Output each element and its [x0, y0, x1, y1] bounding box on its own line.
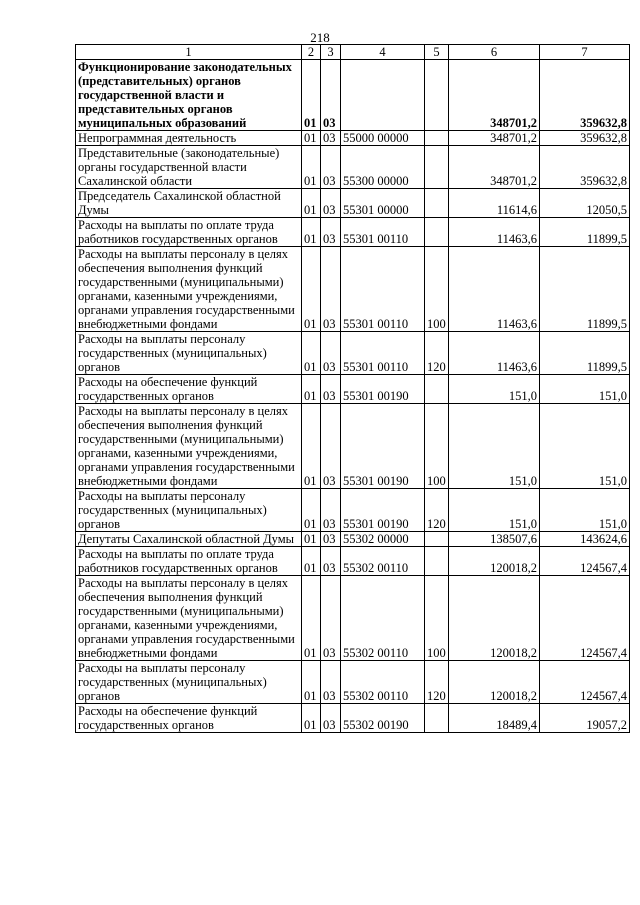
cell-name: Расходы на обеспечение функций государственных органов [76, 375, 302, 404]
table-row [76, 189, 630, 218]
page-number: 218 [310, 30, 330, 45]
cell-rz: 01 [302, 247, 321, 332]
cell-vr: 120 [425, 332, 449, 375]
cell-pr: 03 [321, 189, 341, 218]
cell-vr: 100 [425, 247, 449, 332]
cell-pr: 03 [321, 661, 341, 704]
cell-v2021: 120018,2 [449, 661, 540, 704]
cell-name: Расходы на выплаты по оплате труда работников государственных органов [76, 547, 302, 576]
cell-v2022: 359632,8 [540, 146, 630, 189]
cell-pr: 03 [321, 547, 341, 576]
cell-v2022: 12050,5 [540, 189, 630, 218]
cell-vr: 100 [425, 576, 449, 661]
cell-rz: 01 [302, 146, 321, 189]
cell-csr: 55300 00000 [341, 146, 425, 189]
cell-csr: 55302 00110 [341, 576, 425, 661]
col-header: 4 [341, 45, 425, 60]
cell-name: Расходы на выплаты персоналу государственных (муниципальных) органов [76, 661, 302, 704]
table-row [76, 661, 630, 704]
table-row [76, 375, 630, 404]
cell-rz: 01 [302, 60, 321, 131]
col-header: 7 [540, 45, 630, 60]
table-row [76, 218, 630, 247]
cell-name: Представительные (законодательные) органы государственной власти Сахалинской области [76, 146, 302, 189]
cell-v2021: 11463,6 [449, 332, 540, 375]
cell-v2022: 143624,6 [540, 532, 630, 547]
cell-vr [425, 532, 449, 547]
cell-name: Непрограммная деятельность [76, 131, 302, 146]
cell-v2022: 19057,2 [540, 704, 630, 733]
table-row [76, 146, 630, 189]
cell-csr: 55301 00190 [341, 404, 425, 489]
table-row [76, 704, 630, 733]
cell-v2022: 359632,8 [540, 131, 630, 146]
cell-name: Расходы на обеспечение функций государственных органов [76, 704, 302, 733]
cell-v2021: 11614,6 [449, 189, 540, 218]
cell-rz: 01 [302, 661, 321, 704]
cell-v2021: 348701,2 [449, 146, 540, 189]
cell-rz: 01 [302, 332, 321, 375]
cell-rz: 01 [302, 375, 321, 404]
col-header: 5 [425, 45, 449, 60]
table-row [76, 547, 630, 576]
col-header: 2 [302, 45, 321, 60]
cell-name: Расходы на выплаты по оплате труда работников государственных органов [76, 218, 302, 247]
cell-vr [425, 547, 449, 576]
cell-pr: 03 [321, 332, 341, 375]
cell-name: Расходы на выплаты персоналу государственных (муниципальных) органов [76, 489, 302, 532]
cell-rz: 01 [302, 532, 321, 547]
cell-v2022: 124567,4 [540, 576, 630, 661]
cell-pr: 03 [321, 375, 341, 404]
col-header: 6 [449, 45, 540, 60]
cell-rz: 01 [302, 131, 321, 146]
cell-v2022: 124567,4 [540, 661, 630, 704]
cell-v2022: 124567,4 [540, 547, 630, 576]
cell-name: Расходы на выплаты персоналу в целях обеспечения выполнения функций государственными (муниципальными) органами, казенными учреждениями, органами управления государственными внебюджетными фондами [76, 576, 302, 661]
table-row [76, 332, 630, 375]
cell-v2021: 138507,6 [449, 532, 540, 547]
header-row [76, 45, 630, 60]
cell-pr: 03 [321, 60, 341, 131]
cell-name: Депутаты Сахалинской областной Думы [76, 532, 302, 547]
table-row [76, 60, 630, 131]
cell-v2021: 18489,4 [449, 704, 540, 733]
cell-csr: 55301 00110 [341, 332, 425, 375]
cell-v2022: 11899,5 [540, 218, 630, 247]
cell-pr: 03 [321, 218, 341, 247]
cell-vr: 120 [425, 661, 449, 704]
cell-v2022: 151,0 [540, 404, 630, 489]
cell-v2021: 348701,2 [449, 131, 540, 146]
cell-csr: 55301 00190 [341, 489, 425, 532]
cell-v2022: 151,0 [540, 489, 630, 532]
cell-v2022: 11899,5 [540, 247, 630, 332]
cell-pr: 03 [321, 532, 341, 547]
cell-rz: 01 [302, 704, 321, 733]
cell-name: Председатель Сахалинской областной Думы [76, 189, 302, 218]
cell-vr [425, 131, 449, 146]
table-row [76, 247, 630, 332]
cell-vr [425, 60, 449, 131]
col-header: 3 [321, 45, 341, 60]
cell-v2022: 151,0 [540, 375, 630, 404]
cell-vr [425, 704, 449, 733]
cell-csr: 55302 00110 [341, 661, 425, 704]
cell-name: Функционирование законодательных (представительных) органов государственной власти и представительных органов муниципальных образований [76, 60, 302, 131]
cell-v2021: 151,0 [449, 375, 540, 404]
table-row [76, 532, 630, 547]
cell-v2021: 151,0 [449, 489, 540, 532]
cell-pr: 03 [321, 404, 341, 489]
cell-vr: 100 [425, 404, 449, 489]
cell-vr [425, 146, 449, 189]
cell-csr: 55302 00190 [341, 704, 425, 733]
cell-pr: 03 [321, 704, 341, 733]
cell-name: Расходы на выплаты персоналу государственных (муниципальных) органов [76, 332, 302, 375]
cell-vr [425, 189, 449, 218]
cell-v2022: 11899,5 [540, 332, 630, 375]
cell-rz: 01 [302, 576, 321, 661]
table-row [76, 131, 630, 146]
cell-vr [425, 375, 449, 404]
cell-pr: 03 [321, 146, 341, 189]
cell-csr: 55301 00110 [341, 218, 425, 247]
cell-v2021: 11463,6 [449, 247, 540, 332]
cell-csr: 55302 00110 [341, 547, 425, 576]
cell-rz: 01 [302, 218, 321, 247]
cell-name: Расходы на выплаты персоналу в целях обеспечения выполнения функций государственными (муниципальными) органами, казенными учреждениями, органами управления государственными внебюджетными фондами [76, 404, 302, 489]
budget-table [75, 44, 630, 733]
cell-pr: 03 [321, 489, 341, 532]
table-row [76, 489, 630, 532]
cell-v2021: 348701,2 [449, 60, 540, 131]
cell-rz: 01 [302, 489, 321, 532]
table-row [76, 576, 630, 661]
cell-rz: 01 [302, 189, 321, 218]
cell-pr: 03 [321, 131, 341, 146]
cell-csr: 55301 00110 [341, 247, 425, 332]
cell-v2021: 11463,6 [449, 218, 540, 247]
cell-v2021: 120018,2 [449, 547, 540, 576]
cell-vr [425, 218, 449, 247]
cell-pr: 03 [321, 247, 341, 332]
cell-pr: 03 [321, 576, 341, 661]
cell-vr: 120 [425, 489, 449, 532]
cell-csr: 55302 00000 [341, 532, 425, 547]
cell-v2021: 151,0 [449, 404, 540, 489]
cell-rz: 01 [302, 404, 321, 489]
cell-csr [341, 60, 425, 131]
cell-csr: 55301 00190 [341, 375, 425, 404]
col-header: 1 [76, 45, 302, 60]
cell-rz: 01 [302, 547, 321, 576]
cell-csr: 55301 00000 [341, 189, 425, 218]
cell-csr: 55000 00000 [341, 131, 425, 146]
cell-name: Расходы на выплаты персоналу в целях обеспечения выполнения функций государственными (муниципальными) органами, казенными учреждениями, органами управления государственными внебюджетными фондами [76, 247, 302, 332]
cell-v2021: 120018,2 [449, 576, 540, 661]
cell-v2022: 359632,8 [540, 60, 630, 131]
table-row [76, 404, 630, 489]
